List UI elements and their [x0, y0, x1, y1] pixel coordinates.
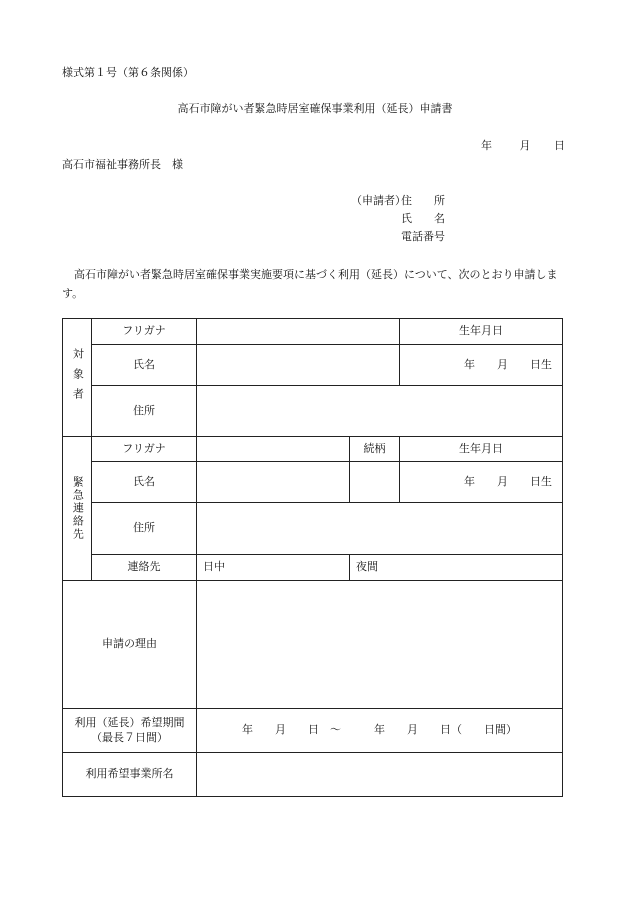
emergency-relationship-field[interactable]	[350, 462, 399, 502]
date-line	[481, 140, 565, 151]
intro-text: 高石市障がい者緊急時居室確保事業実施要項に基づく利用（延長）について、次のとおり申請します。	[62, 268, 558, 300]
period-value: 年 月 日 〜 年 月 日（ 日間）	[242, 723, 517, 737]
period-field[interactable]	[197, 709, 562, 752]
emergency-relationship-label: 続柄	[363, 441, 386, 455]
subject-furigana-field[interactable]	[197, 319, 399, 344]
emergency-address-field[interactable]	[197, 503, 562, 554]
date-day-label: 日	[554, 139, 565, 152]
addressee: 高石市福祉事務所長 様	[62, 158, 183, 171]
subject-birth-value: 年 月 日生	[464, 357, 552, 371]
subject-name-label: 氏名	[133, 357, 155, 371]
reason-label: 申請の理由	[102, 637, 157, 651]
emergency-daytime-field[interactable]	[197, 555, 349, 580]
form-number: 様式第１号（第６条関係）	[62, 66, 194, 79]
applicant-label: （申請者）	[351, 194, 406, 207]
subject-group-label: 対象者	[71, 347, 85, 408]
emergency-name-label: 氏名	[133, 474, 155, 488]
subject-furigana-label: フリガナ	[122, 324, 166, 338]
emergency-furigana-field[interactable]	[197, 437, 349, 461]
emergency-birth-header: 生年月日	[459, 441, 503, 455]
subject-name-field[interactable]	[197, 345, 399, 385]
subject-address-field[interactable]	[197, 386, 562, 436]
period-label	[63, 709, 196, 752]
application-table	[62, 318, 563, 797]
reason-field[interactable]	[197, 581, 562, 708]
emergency-night-field[interactable]	[350, 555, 562, 580]
period-label-line2: （最長７日間）	[91, 730, 168, 744]
emergency-daytime-label: 日中	[203, 560, 225, 574]
applicant-name-label: 氏 名	[401, 212, 445, 225]
subject-birth-header: 生年月日	[459, 324, 503, 338]
emergency-furigana-label: フリガナ	[122, 441, 166, 455]
document-title: 高石市障がい者緊急時居室確保事業利用（延長）申請書	[177, 102, 453, 115]
emergency-name-field[interactable]	[197, 462, 349, 502]
emergency-address-label: 住所	[133, 521, 155, 535]
emergency-birth-value: 年 月 日生	[464, 474, 552, 488]
emergency-night-label: 夜間	[356, 560, 378, 574]
date-year-label: 年	[481, 139, 492, 152]
applicant-address-label: 住 所	[401, 194, 445, 207]
applicant-phone-label: 電話番号	[401, 230, 445, 243]
date-month-label: 月	[519, 139, 531, 152]
emergency-contact-label: 連絡先	[127, 560, 161, 574]
period-label-line1: 利用（延長）希望期間	[74, 715, 185, 729]
subject-address-label: 住所	[133, 403, 155, 417]
facility-label: 利用希望事業所名	[85, 767, 174, 781]
facility-field[interactable]	[197, 753, 562, 796]
intro-paragraph	[62, 265, 567, 303]
emergency-group-label: 緊急連絡先	[71, 476, 85, 541]
